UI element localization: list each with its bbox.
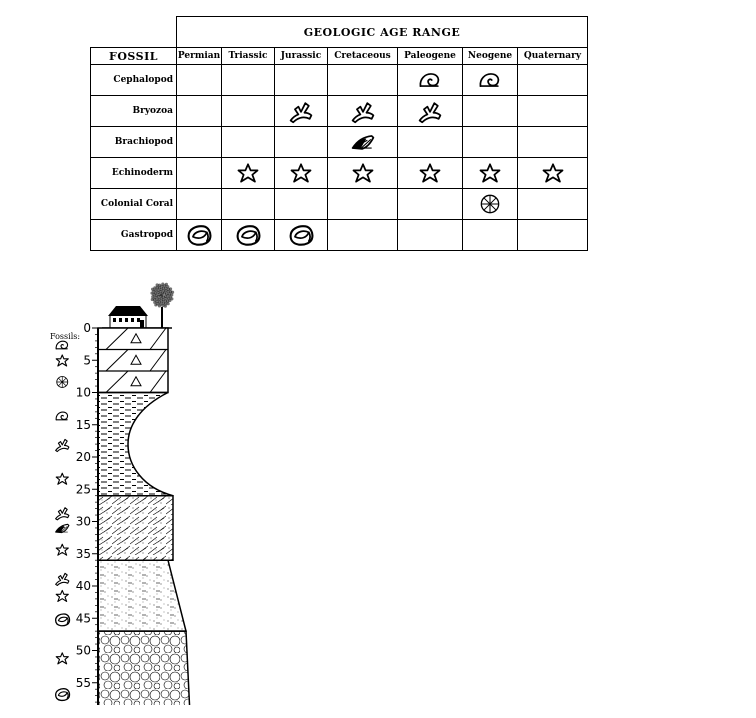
range-cell xyxy=(275,65,328,96)
bryozoa-icon xyxy=(56,508,69,520)
period-header-quaternary: Quaternary xyxy=(518,48,588,65)
gastropod-icon xyxy=(288,222,314,248)
depth-tick-label: 35 xyxy=(75,546,91,561)
period-header-neogene: Neogene xyxy=(463,48,518,65)
bryozoa-icon xyxy=(56,573,69,585)
table-row xyxy=(91,65,588,96)
gastropod-icon xyxy=(235,222,261,248)
range-cell xyxy=(222,96,275,127)
echinoderm-icon xyxy=(540,160,566,186)
fossil-header: FOSSIL xyxy=(91,48,177,65)
echinoderm-icon xyxy=(350,160,376,186)
gastropod-icon xyxy=(56,689,70,701)
bryozoa-icon xyxy=(350,98,376,124)
range-cell xyxy=(177,158,222,189)
row-label-echinoderm: Echinoderm xyxy=(91,158,177,189)
range-cell xyxy=(328,65,398,96)
period-header-triassic: Triassic xyxy=(222,48,275,65)
depth-tick-label: 20 xyxy=(75,450,91,464)
cephalopod-icon xyxy=(56,412,67,420)
table-row xyxy=(91,189,588,220)
bryozoa-icon xyxy=(288,98,314,124)
table-row xyxy=(91,127,588,158)
range-cell xyxy=(518,96,588,127)
range-cell xyxy=(222,189,275,220)
stratigraphic-column xyxy=(40,275,200,705)
range-cell xyxy=(328,96,398,127)
range-cell xyxy=(328,220,398,251)
rock-layer-2 xyxy=(98,393,173,496)
cephalopod-icon xyxy=(477,67,503,93)
range-cell xyxy=(463,65,518,96)
row-label-gastropod: Gastropod xyxy=(91,220,177,251)
rock-layer-4 xyxy=(98,560,186,631)
range-cell xyxy=(518,220,588,251)
row-label-brachiopod: Brachiopod xyxy=(91,127,177,158)
range-cell xyxy=(518,189,588,220)
range-cell xyxy=(275,158,328,189)
rock-layer-3 xyxy=(98,496,173,561)
bryozoa-icon xyxy=(56,439,69,451)
range-cell xyxy=(463,96,518,127)
row-label-bryozoa: Bryozoa xyxy=(91,96,177,127)
echinoderm-icon xyxy=(288,160,314,186)
depth-tick-label: 25 xyxy=(75,482,91,497)
range-cell xyxy=(398,158,463,189)
range-cell xyxy=(328,127,398,158)
table-title: GEOLOGIC AGE RANGE xyxy=(177,17,588,48)
rock-layer-5 xyxy=(98,631,190,705)
echinoderm-icon xyxy=(56,653,68,664)
gastropod-icon xyxy=(186,222,212,248)
period-header-permian: Permian xyxy=(177,48,222,65)
range-cell xyxy=(222,158,275,189)
echinoderm-icon xyxy=(417,160,443,186)
header-row xyxy=(91,48,588,65)
range-cell xyxy=(398,189,463,220)
range-cell xyxy=(177,65,222,96)
table-row xyxy=(91,220,588,251)
range-cell xyxy=(463,127,518,158)
range-cell xyxy=(328,158,398,189)
gastropod-icon xyxy=(56,614,70,626)
range-cell xyxy=(463,158,518,189)
range-cell xyxy=(275,220,328,251)
range-cell xyxy=(328,189,398,220)
range-cell xyxy=(518,158,588,189)
depth-tick-label: 0 xyxy=(83,321,91,335)
range-cell xyxy=(463,189,518,220)
period-header-jurassic: Jurassic xyxy=(275,48,328,65)
range-cell xyxy=(398,96,463,127)
coral-icon xyxy=(57,377,68,388)
cephalopod-icon xyxy=(56,341,67,349)
depth-tick-label: 5 xyxy=(83,353,91,368)
house-and-tree-icon xyxy=(102,283,174,328)
table-row xyxy=(91,158,588,189)
period-header-cretaceous: Cretaceous xyxy=(328,48,398,65)
echinoderm-icon xyxy=(56,355,68,366)
fossils-label: Fossils: xyxy=(50,332,81,341)
row-label-cephalopod: Cephalopod xyxy=(91,65,177,96)
range-cell xyxy=(398,65,463,96)
brachiopod-icon xyxy=(350,129,376,155)
period-header-paleogene: Paleogene xyxy=(398,48,463,65)
echinoderm-icon xyxy=(477,160,503,186)
range-cell xyxy=(177,127,222,158)
echinoderm-icon xyxy=(56,590,68,601)
depth-tick-label: 10 xyxy=(75,385,91,400)
cephalopod-icon xyxy=(417,67,443,93)
table-row xyxy=(91,96,588,127)
depth-tick-label: 40 xyxy=(75,579,91,593)
range-cell xyxy=(177,220,222,251)
range-cell xyxy=(398,127,463,158)
range-cell xyxy=(275,189,328,220)
range-cell xyxy=(177,96,222,127)
depth-tick-label: 30 xyxy=(75,514,91,529)
depth-tick-label: 50 xyxy=(75,643,91,658)
coral-icon xyxy=(477,191,503,217)
depth-tick-label: 15 xyxy=(75,417,91,432)
range-cell xyxy=(275,127,328,158)
range-cell xyxy=(222,220,275,251)
echinoderm-icon xyxy=(56,544,68,555)
brachiopod-icon xyxy=(56,524,69,532)
range-cell xyxy=(222,127,275,158)
range-cell xyxy=(463,220,518,251)
echinoderm-icon xyxy=(56,473,68,484)
geologic-age-range-table xyxy=(90,16,588,251)
depth-tick-label: 55 xyxy=(75,675,91,690)
depth-tick-label: 45 xyxy=(75,611,91,626)
range-cell xyxy=(518,65,588,96)
range-cell xyxy=(275,96,328,127)
row-label-colonial-coral: Colonial Coral xyxy=(91,189,177,220)
table-corner xyxy=(91,17,177,48)
range-cell xyxy=(177,189,222,220)
range-cell xyxy=(398,220,463,251)
echinoderm-icon xyxy=(235,160,261,186)
range-cell xyxy=(222,65,275,96)
bryozoa-icon xyxy=(417,98,443,124)
range-cell xyxy=(518,127,588,158)
